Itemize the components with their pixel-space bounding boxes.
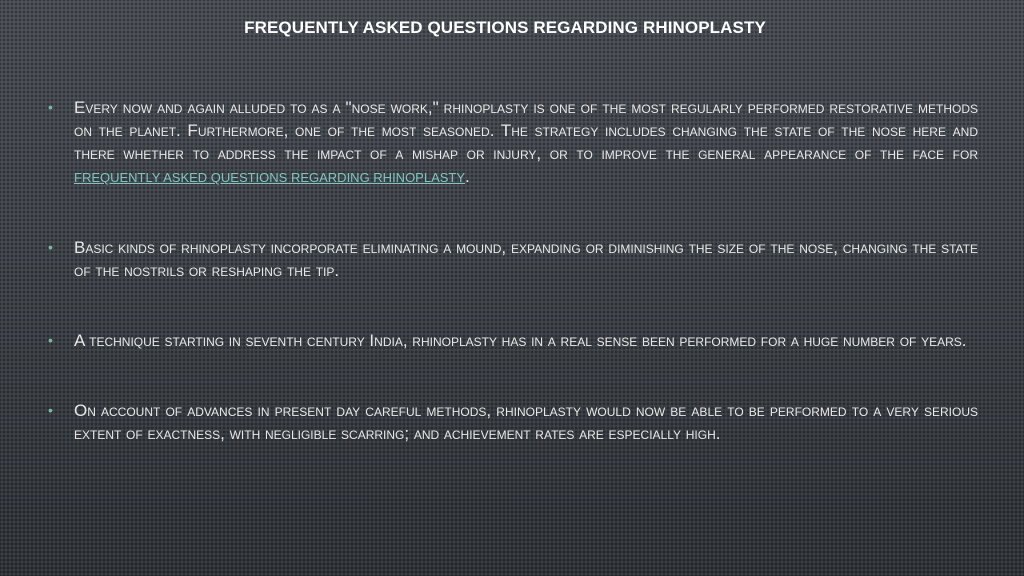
bullet-item	[48, 96, 978, 189]
bullet-dot-icon: •	[48, 239, 53, 255]
bullet-item	[48, 329, 978, 352]
rhinoplasty-faq-link[interactable]: FREQUENTLY ASKED QUESTIONS REGARDING RHINOPLASTY	[74, 170, 466, 185]
bullet-suffix: .	[465, 167, 470, 186]
bullet-dot-icon: •	[48, 402, 53, 418]
bullet-text: Basic kinds of rhinoplasty incorporate eliminating a mound, expanding or diminishing the size of the nose, changing the state of the nostrils or reshaping the tip.	[74, 238, 978, 280]
bullet-dot-icon: •	[48, 99, 53, 115]
bullet-list	[48, 96, 978, 445]
bullet-text: On account of advances in present day careful methods, rhinoplasty would now be able to be performed to a very serious extent of exactness, with negligible scarring; and achievement rates are especially high.	[74, 401, 978, 443]
bullet-dot-icon: •	[48, 332, 53, 348]
bullet-item	[48, 399, 978, 445]
bullet-item	[48, 236, 978, 282]
slide-title: FREQUENTLY ASKED QUESTIONS REGARDING RHINOPLASTY	[244, 18, 766, 37]
bullet-text: A technique starting in seventh century India, rhinoplasty has in a real sense been performed for a huge number of years.	[74, 331, 967, 350]
bullet-text: Every now and again alluded to as a "nose work," rhinoplasty is one of the most regularly performed restorative methods on the planet. Furthermore, one of the most seasoned. The strategy includes changing the state of the nose here and there whether to address the impact of a mishap or injury, or to improve the general appearance of the face for	[74, 98, 978, 163]
